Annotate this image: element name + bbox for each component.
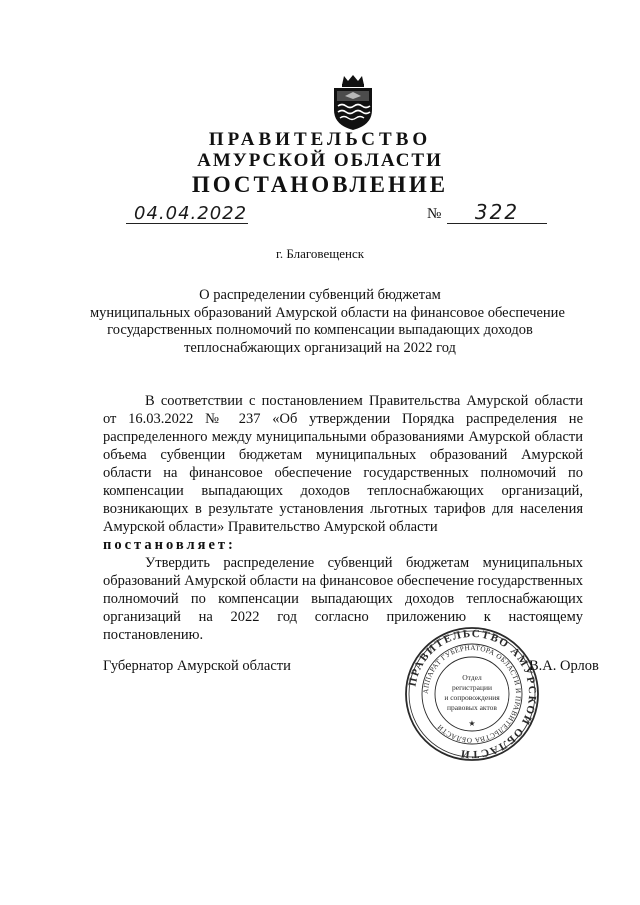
stamp-center-line: правовых актов [447, 703, 497, 712]
stamp-center-line: регистрации [452, 683, 492, 692]
stamp-center-line: и сопровождения [444, 693, 500, 702]
government-title-line2: АМУРСКОЙ ОБЛАСТИ [197, 150, 443, 171]
amur-oblast-coat-of-arms-icon [330, 74, 376, 132]
number-sign: № [427, 206, 442, 222]
document-type-title: ПОСТАНОВЛЕНИЕ [191, 172, 449, 197]
stamp-center-line: Отдел [462, 673, 482, 682]
stamp-outer-text: ПРАВИТЕЛЬСТВО АМУРСКОЙ ОБЛАСТИ [406, 627, 539, 761]
subject-line: теплоснабжающих организаций на 2022 год [184, 339, 456, 356]
decree-subject [90, 287, 565, 357]
date-underline [126, 223, 248, 224]
stamp-inner-text: АППАРАТ ГУБЕРНАТОРА ОБЛАСТИ И ПРАВИТЕЛЬСТВА ОБЛАСТИ [421, 643, 523, 745]
subject-line: муниципальных образований Амурской области на финансовое обеспечение [90, 304, 565, 321]
government-title-line1: ПРАВИТЕЛЬСТВО [208, 129, 432, 150]
city-name: г. Благовещенск [275, 246, 365, 261]
signer-name: В.А. Орлов [529, 658, 599, 674]
subject-line: О распределении субвенций бюджетам [199, 287, 441, 303]
subject-line: государственных полномочий по компенсации выпадающих доходов [107, 322, 533, 338]
signer-position: Губернатор Амурской области [103, 658, 291, 674]
number-underline [447, 223, 547, 224]
decree-date: 04.04.2022 [134, 203, 248, 224]
resolution-paragraph: Утвердить распределение субвенций бюджетам муниципальных образований Амурской области на финансовое обеспечение государственных полномочий по компенсации выпадающих доходов теплоснабжающих организаций на 2022 год согласно приложению к настоящему постановлению. [103, 555, 583, 643]
preamble-paragraph: В соответствии с постановлением Правительства Амурской области от 16.03.2022 № 237 «Об утверждении Порядка распределения не распределенного между муниципальными образованиями Амурской области объема субвенции бюджетам муниципальных образований Амурской области на финансовое обеспечение государственных полномочий по компенсации выпадающих доходов теплоснабжающих организаций, возникающих в результате установления льготных тарифов для населения Амурской области» Правительство Амурской области [103, 393, 583, 535]
resolve-word: постановляет: [103, 537, 236, 553]
stamp-star-icon: ★ [468, 719, 476, 728]
decree-body [103, 392, 583, 644]
decree-number: 322 [474, 200, 520, 224]
official-round-stamp [404, 626, 540, 762]
